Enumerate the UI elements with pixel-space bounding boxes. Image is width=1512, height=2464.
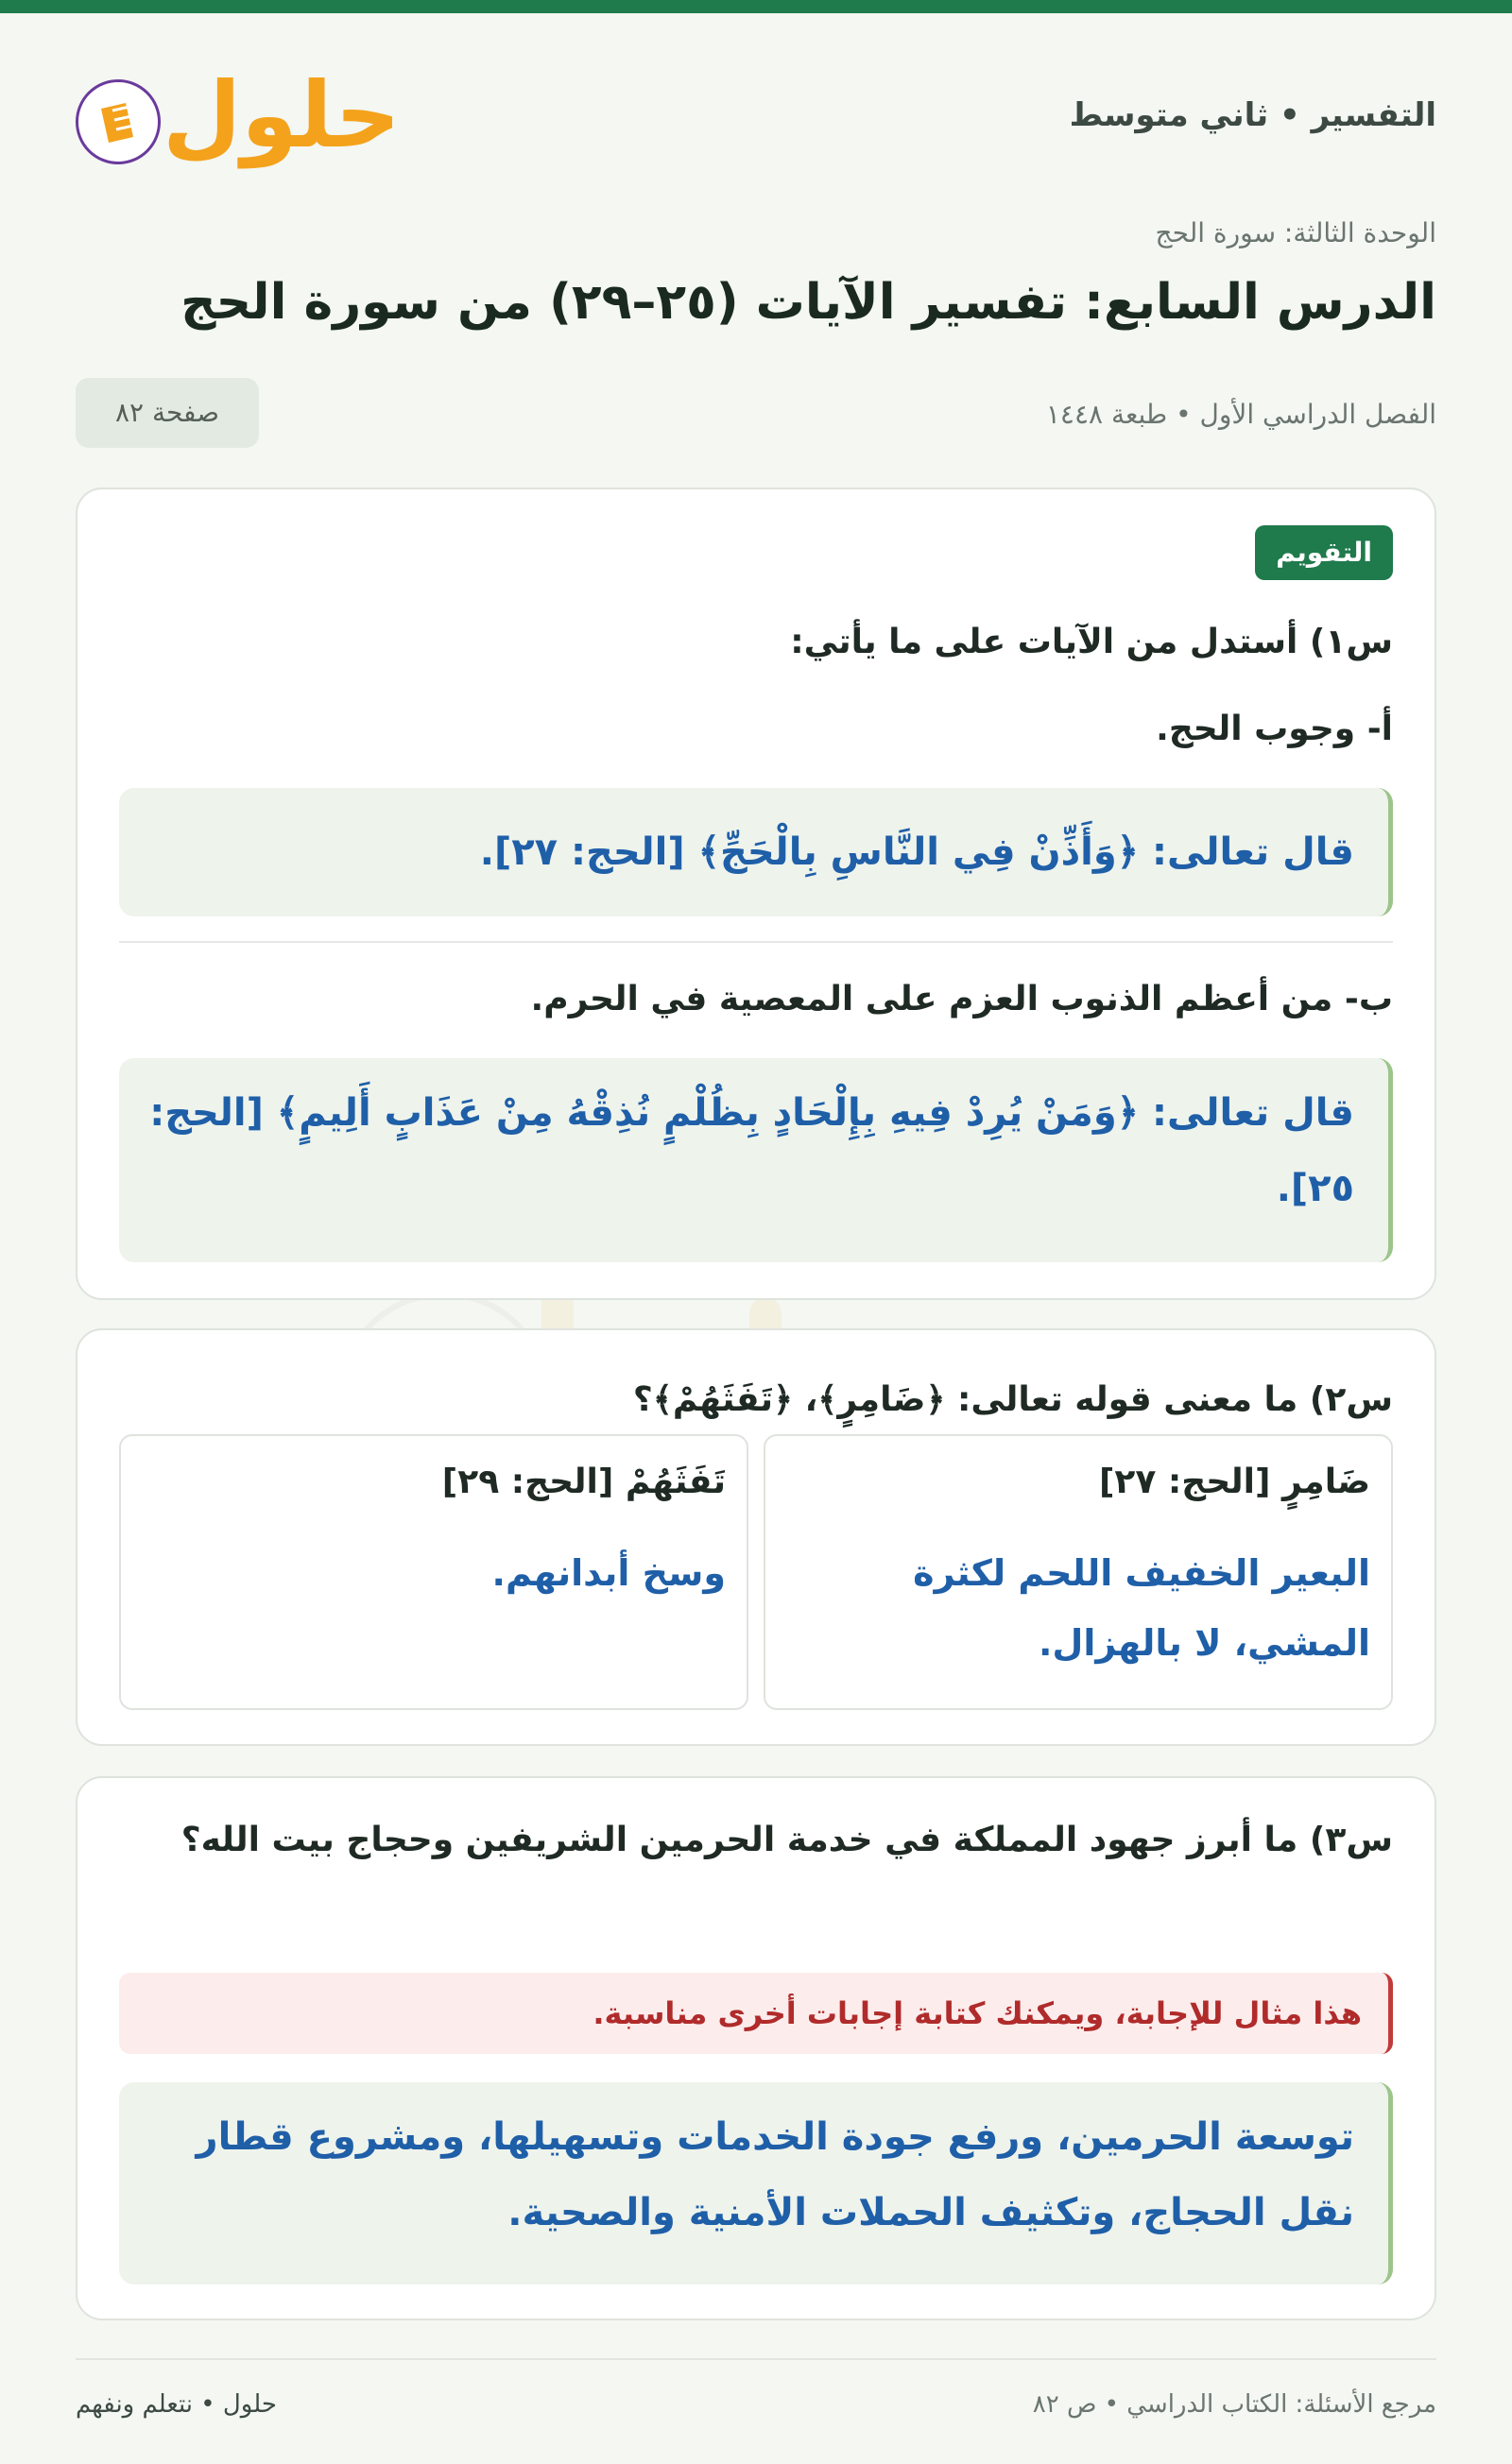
breadcrumb: التفسير • ثاني متوسط xyxy=(1069,96,1436,134)
top-accent-bar xyxy=(0,0,1512,13)
evaluation-badge: التقويم xyxy=(1255,525,1393,580)
lesson-meta: الفصل الدراسي الأول • طبعة ١٤٤٨ xyxy=(1045,399,1436,430)
brand-logo[interactable] xyxy=(76,59,401,181)
question-3-text: س٣) ما أبرز جهود المملكة في خدمة الحرمين الشريفين وحجاج بيت الله؟ xyxy=(180,1821,1393,1859)
page-title: الدرس السابع: تفسير الآيات (٢٥–٢٩) من سورة الحج xyxy=(180,274,1436,331)
question-2-text: س٢) ما معنى قوله تعالى: ﴿ضَامِرٍ﴾، ﴿تَفَثَهُمْ﴾؟ xyxy=(632,1380,1393,1419)
unit-label: الوحدة الثالثة: سورة الحج xyxy=(1155,217,1436,248)
answer-1b: قال تعالى: ﴿وَمَنْ يُرِدْ فِيهِ بِإِلْحَادٍ بِظُلْمٍ نُذِقْهُ مِنْ عَذَابٍ أَلِيمٍ﴾ [الحج: ٢٥]. xyxy=(119,1058,1393,1262)
page-number-badge: صفحة ٨٢ xyxy=(76,378,259,448)
answer-3: توسعة الحرمين، ورفع جودة الخدمات وتسهيلها، ومشروع قطار نقل الحجاج، وتكثيف الحملات الأمنية والصحية. xyxy=(119,2082,1393,2284)
question-card-1 xyxy=(76,488,1436,1300)
question-card-2 xyxy=(76,1328,1436,1746)
footer-divider xyxy=(76,2358,1436,2360)
question-1b-label: ب- من أعظم الذنوب العزم على المعصية في الحرم. xyxy=(530,980,1393,1018)
term-meaning: البعير الخفيف اللحم لكثرة المشي، لا بالهزال. xyxy=(913,1552,1370,1664)
book-logo-icon xyxy=(76,79,161,164)
meaning-box-tafathahum xyxy=(119,1434,748,1710)
divider xyxy=(119,941,1393,943)
term-meaning: وسخ أبدانهم. xyxy=(491,1552,726,1594)
term-title: ضَامِرٍ [الحج: ٢٧] xyxy=(1098,1463,1370,1501)
footer-tagline: حلول • نتعلم ونفهم xyxy=(76,2390,277,2419)
page-header xyxy=(76,59,1436,181)
term-title: تَفَثَهُمْ [الحج: ٢٩] xyxy=(441,1463,726,1501)
meaning-box-damir xyxy=(764,1434,1393,1710)
question-card-3 xyxy=(76,1776,1436,2320)
question-1a-label: أ- وجوب الحج. xyxy=(1156,710,1393,748)
question-1-text: س١) أستدل من الآيات على ما يأتي: xyxy=(790,623,1393,661)
footer-reference: مرجع الأسئلة: الكتاب الدراسي • ص ٨٢ xyxy=(1032,2390,1436,2419)
brand-name: حلول xyxy=(163,62,401,168)
sample-answer-note: هذا مثال للإجابة، ويمكنك كتابة إجابات أخرى مناسبة. xyxy=(119,1973,1393,2054)
answer-1a: قال تعالى: ﴿وَأَذِّنْ فِي النَّاسِ بِالْحَجِّ﴾ [الحج: ٢٧]. xyxy=(119,788,1393,916)
